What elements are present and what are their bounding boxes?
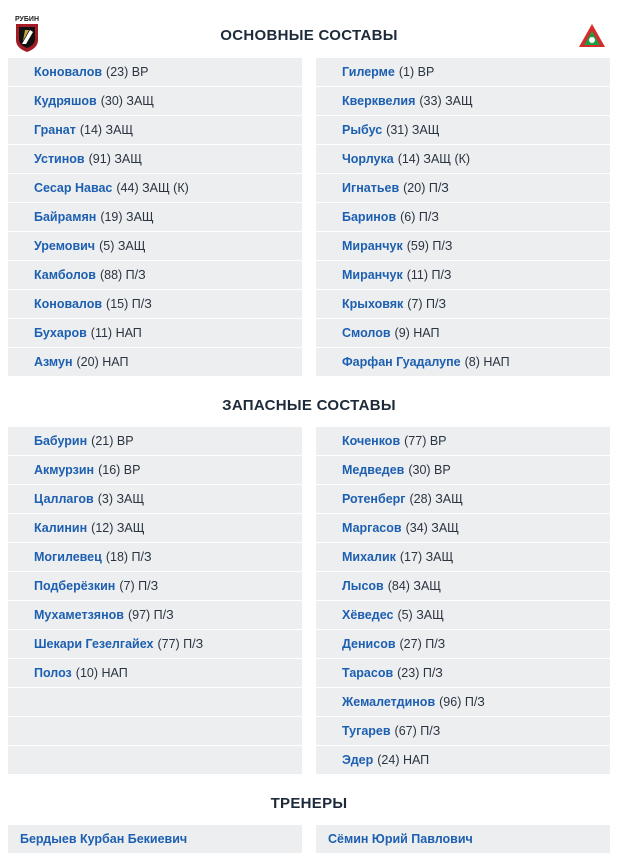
player-number-position: (34) ЗАЩ [405, 521, 459, 535]
player-number-position: (15) П/З [106, 297, 152, 311]
player-number-position: (59) П/З [406, 239, 453, 253]
player-name-link[interactable]: Подберёзкин [34, 579, 116, 593]
player-number-position: (19) ЗАЩ [100, 210, 154, 224]
player-name-link[interactable]: Миранчук [342, 239, 403, 253]
player-name-link[interactable]: Байрамян [34, 210, 97, 224]
player-name-link[interactable]: Тугарев [342, 724, 391, 738]
player-number-position: (96) П/З [439, 695, 485, 709]
player-number-position: (88) П/З [99, 268, 146, 282]
player-name-link[interactable]: Жемалетдинов [342, 695, 436, 709]
rubin-logo-text: РУБИН [14, 16, 40, 23]
player-row [8, 174, 302, 202]
home-starting-list [8, 58, 302, 377]
player-row [316, 290, 610, 318]
player-name-link[interactable]: Шекари Гезелгайех [34, 637, 154, 651]
player-row [316, 319, 610, 347]
player-name-link[interactable]: Камболов [34, 268, 96, 282]
player-row [8, 514, 302, 542]
player-name-link[interactable]: Тарасов [342, 666, 394, 680]
player-number-position: (6) П/З [400, 210, 439, 224]
player-name-link[interactable]: Ротенберг [342, 492, 406, 506]
player-name-link[interactable]: Бухаров [34, 326, 87, 340]
player-number-position: (77) П/З [157, 637, 204, 651]
player-name-link[interactable]: Цаллагов [34, 492, 94, 506]
player-name-link[interactable]: Устинов [34, 152, 85, 166]
player-number-position: (14) ЗАЩ (К) [397, 152, 471, 166]
player-row [316, 746, 610, 774]
player-number-position: (9) НАП [394, 326, 440, 340]
player-row [8, 746, 302, 774]
player-row [8, 87, 302, 115]
player-row [8, 427, 302, 455]
player-name-link[interactable]: Хёведес [342, 608, 394, 622]
player-number-position: (84) ЗАЩ [387, 579, 442, 593]
home-coach [8, 825, 302, 854]
player-row [316, 116, 610, 144]
player-row [8, 232, 302, 260]
home-coach-row [8, 825, 302, 853]
player-number-position: (10) НАП [75, 666, 128, 680]
player-number-position: (18) П/З [105, 550, 152, 564]
player-name-link[interactable]: Игнатьев [342, 181, 400, 195]
player-number-position: (33) ЗАЩ [419, 94, 473, 108]
player-row [316, 261, 610, 289]
player-name-link[interactable]: Коченков [342, 434, 401, 448]
player-row [8, 348, 302, 376]
player-number-position: (44) ЗАЩ (К) [116, 181, 189, 195]
player-row [8, 319, 302, 347]
player-row [316, 717, 610, 745]
player-name-link[interactable]: Мухаметзянов [34, 608, 124, 622]
player-row [8, 290, 302, 318]
player-number-position: (5) ЗАЩ [99, 239, 146, 253]
player-row [316, 348, 610, 376]
player-row [8, 717, 302, 745]
player-name-link[interactable]: Михалик [342, 550, 396, 564]
player-name-link[interactable]: Лысов [342, 579, 384, 593]
player-number-position: (24) НАП [377, 753, 430, 767]
player-row [316, 203, 610, 231]
player-number-position: (5) ЗАЩ [397, 608, 444, 622]
player-row [316, 485, 610, 513]
player-row [316, 601, 610, 629]
away-coach [316, 825, 610, 854]
player-name-link[interactable]: Могилевец [34, 550, 102, 564]
player-number-position: (77) ВР [404, 434, 447, 448]
player-row [316, 688, 610, 716]
player-number-position: (3) ЗАЩ [97, 492, 145, 506]
player-row [8, 203, 302, 231]
player-number-position: (16) ВР [98, 463, 141, 477]
player-name-link[interactable]: Кверквелия [342, 94, 416, 108]
player-number-position: (1) ВР [398, 65, 435, 79]
player-row [316, 145, 610, 173]
player-number-position: (20) НАП [76, 355, 129, 369]
player-row [8, 116, 302, 144]
away-coach-row [316, 825, 610, 853]
starting-lineups-title: ОСНОВНЫЕ СОСТАВЫ [220, 27, 398, 44]
player-row [316, 427, 610, 455]
player-number-position: (8) НАП [464, 355, 510, 369]
player-number-position: (20) П/З [403, 181, 449, 195]
player-row [8, 543, 302, 571]
player-row [316, 456, 610, 484]
player-row [316, 659, 610, 687]
player-number-position: (27) П/З [399, 637, 446, 651]
player-name-link[interactable]: Чорлука [342, 152, 394, 166]
player-name-link[interactable]: Маргасов [342, 521, 402, 535]
player-row [316, 572, 610, 600]
player-number-position: (23) П/З [397, 666, 443, 680]
player-name-link[interactable]: Гилерме [342, 65, 395, 79]
player-number-position: (30) ВР [408, 463, 451, 477]
player-name-link[interactable]: Эдер [342, 753, 374, 767]
player-number-position: (91) ЗАЩ [88, 152, 142, 166]
player-row [8, 688, 302, 716]
home-coach-name[interactable]: Бердыев Курбан Бекиевич [20, 832, 188, 846]
player-number-position: (97) П/З [127, 608, 174, 622]
coaches-title: ТРЕНЕРЫ [270, 795, 348, 812]
away-coach-name[interactable]: Сёмин Юрий Павлович [328, 832, 473, 846]
player-name-link[interactable]: Миранчук [342, 268, 403, 282]
home-substitutes-list [8, 427, 302, 775]
player-row [8, 58, 302, 86]
player-row [316, 58, 610, 86]
player-number-position: (17) ЗАЩ [399, 550, 454, 564]
player-row [316, 514, 610, 542]
player-row [8, 145, 302, 173]
player-name-link[interactable]: Денисов [342, 637, 396, 651]
player-row [8, 261, 302, 289]
player-name-link[interactable]: Азмун [34, 355, 73, 369]
player-name-link[interactable]: Коновалов [34, 297, 103, 311]
player-number-position: (11) П/З [406, 268, 452, 282]
player-name-link[interactable]: Кудряшов [34, 94, 97, 108]
player-row [8, 572, 302, 600]
player-number-position: (67) П/З [394, 724, 441, 738]
player-number-position: (11) НАП [90, 326, 142, 340]
player-name-link[interactable]: Коновалов [34, 65, 103, 79]
player-number-position: (12) ЗАЩ [91, 521, 145, 535]
player-row [316, 543, 610, 571]
player-name-link[interactable]: Калинин [34, 521, 88, 535]
player-name-link[interactable]: Гранат [34, 123, 76, 137]
player-name-link[interactable]: Фарфан Гуадалупе [342, 355, 461, 369]
player-row [8, 601, 302, 629]
player-row [316, 232, 610, 260]
player-name-link[interactable]: Рыбус [342, 123, 383, 137]
player-row [8, 630, 302, 658]
player-number-position: (30) ЗАЩ [100, 94, 155, 108]
player-number-position: (23) ВР [106, 65, 149, 79]
player-row [8, 485, 302, 513]
player-name-link[interactable]: Полоз [34, 666, 72, 680]
player-name-link[interactable]: Смолов [342, 326, 391, 340]
player-number-position: (14) ЗАЩ [79, 123, 134, 137]
player-number-position: (28) ЗАЩ [409, 492, 463, 506]
player-number-position: (21) ВР [91, 434, 134, 448]
away-starting-list [316, 58, 610, 377]
player-name-link[interactable]: Бабурин [34, 434, 88, 448]
player-number-position: (31) ЗАЩ [386, 123, 440, 137]
player-row [316, 630, 610, 658]
player-row [316, 174, 610, 202]
substitutes-title: ЗАПАСНЫЕ СОСТАВЫ [222, 397, 396, 414]
player-number-position: (7) П/З [407, 297, 447, 311]
player-name-link[interactable]: Медведев [342, 463, 405, 477]
player-number-position: (7) П/З [119, 579, 159, 593]
player-name-link[interactable]: Сесар Навас [34, 181, 113, 195]
player-name-link[interactable]: Крыховяк [342, 297, 404, 311]
away-substitutes-list [316, 427, 610, 775]
player-row [8, 659, 302, 687]
player-name-link[interactable]: Баринов [342, 210, 397, 224]
player-row [8, 456, 302, 484]
player-row [316, 87, 610, 115]
player-name-link[interactable]: Уремович [34, 239, 96, 253]
player-name-link[interactable]: Акмурзин [34, 463, 95, 477]
